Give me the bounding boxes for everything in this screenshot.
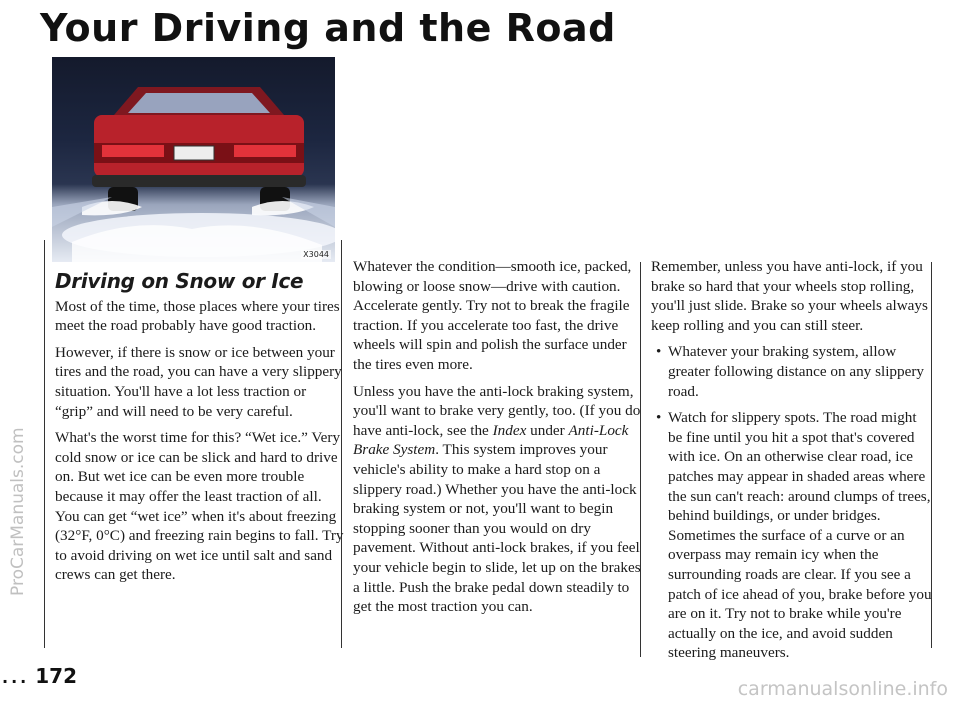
body-paragraph: Whatever the condition—smooth ice, packed, blowing or loose snow—drive with caution. Accelerate gently. Try not to break the fragile traction. If you accelerate too fast, the drive wheels will spin and polish the surface under the tires even more.	[353, 258, 632, 373]
body-paragraph: However, if there is snow or ice between your tires and the road, you can have a very slippery situation. You'll have a lot less traction or “grip” and will need to be very careful.	[55, 343, 342, 420]
bullet-list	[651, 342, 934, 663]
column-2	[353, 257, 641, 624]
column-1	[55, 269, 345, 592]
photo-code: X3044	[303, 250, 329, 259]
anti-lock-reference: Anti-Lock Brake System	[353, 421, 629, 459]
page-number: 172	[35, 664, 77, 688]
page-title: Your Driving and the Road	[40, 6, 616, 50]
list-item: • Whatever your braking system, allow greater following distance on any slippery road.	[651, 342, 934, 401]
body-paragraph: What's the worst time for this? “Wet ice.” Very cold snow or ice can be slick and hard to drive on. But wet ice can be even more trouble because it may offer the least traction of all. You can get “wet ice” when it's about freezing (32°F, 0°C) and freezing rain begins to fall. Try to avoid driving on wet ice until salt and sand crews can get there.	[55, 429, 344, 584]
body-paragraph: Remember, unless you have anti-lock, if you brake so hard that your wheels stop rolling, you'll just slide. Brake so your wheels always keep rolling and you can still steer.	[651, 258, 928, 334]
text-run: . This system improves your vehicle's ability to make a hard stop on a slippery road.) Whether you have the anti-lock braking system or not, you'll want to begin stopping sooner than you would on dry pavement. Without anti-lock brakes, if you feel your vehicle begin to slide, let up on the brakes a little. Push the brake pedal down steadily to get the most traction you can.	[353, 441, 641, 616]
column-3	[651, 257, 934, 670]
list-item: • Watch for slippery spots. The road might be fine until you hit a spot that's covered with ice. On an otherwise clear road, ice patches may appear in shaded areas where the sun can't reach: around clumps of trees, behind buildings, or under bridges. Sometimes the surface of a curve or an overpass may remain icy when the surrounding roads are clear. If you see a patch of ice ahead of you, brake before you are on it. Try not to brake while you're actually on the ice, and avoid sudden steering maneuvers.	[651, 408, 934, 663]
car-on-icy-road-photo	[52, 57, 335, 262]
index-reference: Index	[492, 421, 527, 439]
watermark-bottom: carmanualsonline.info	[737, 678, 948, 700]
column-divider	[44, 240, 45, 648]
car-rear-illustration	[52, 57, 335, 262]
text-run: Unless you have the anti-lock braking system, you'll want to brake very gently, too. (If you do have anti-lock, see the	[353, 382, 641, 439]
body-paragraph	[353, 382, 641, 617]
body-paragraph: Most of the time, those places where your tires meet the road probably have good traction.	[55, 297, 340, 335]
footer-dots: ...	[2, 668, 30, 687]
page-footer	[2, 664, 77, 688]
watermark-left: ProCarManuals.com	[8, 427, 28, 596]
text-run: under	[526, 421, 569, 439]
section-heading: Driving on Snow or Ice	[55, 269, 304, 293]
